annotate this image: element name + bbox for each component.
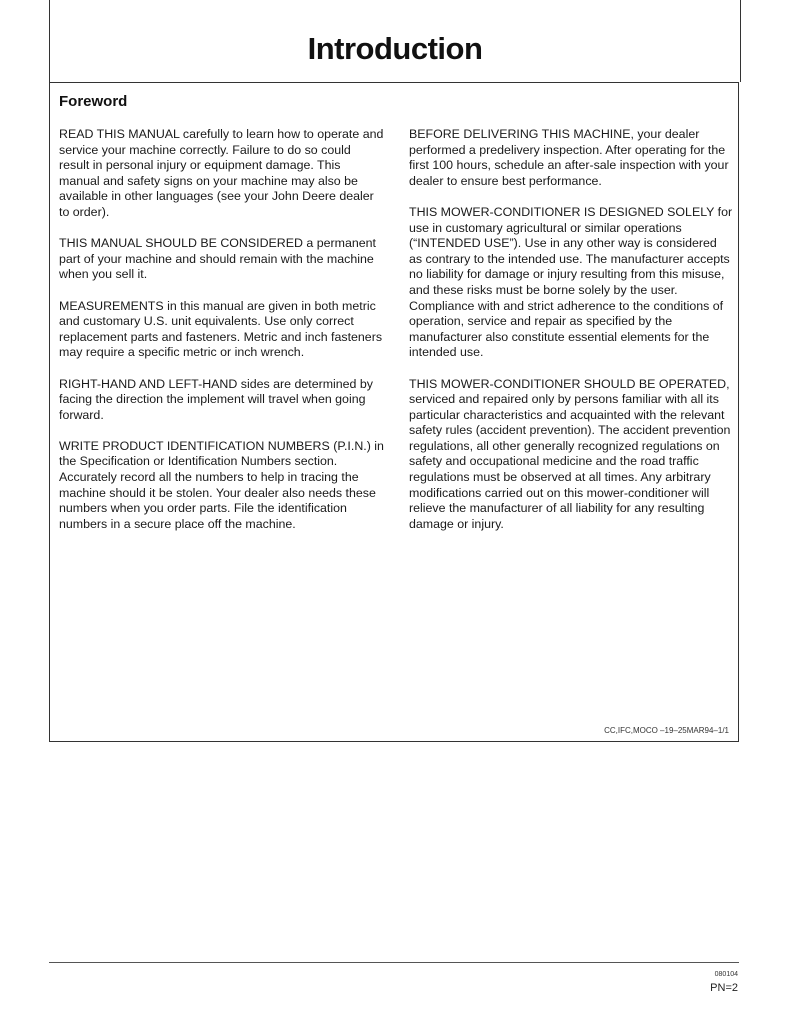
footer-code: 080104 — [714, 971, 738, 978]
paragraph-right-left-hand: RIGHT-HAND AND LEFT-HAND sides are determined by facing the direction the implement will travel when going forward. — [59, 376, 373, 422]
paragraph-manual-permanent: THIS MANUAL SHOULD BE CONSIDERED a permanent part of your machine and should remain with the machine when you sell it. — [59, 236, 376, 282]
right-column — [409, 127, 733, 548]
foreword-section — [49, 82, 739, 742]
paragraph-before-delivering: BEFORE DELIVERING THIS MACHINE, your dealer performed a predelivery inspection. After operating for the first 100 hours, schedule an after-sale inspection with your dealer to ensure best performance. — [409, 127, 729, 188]
section-heading: Foreword — [59, 93, 128, 110]
reference-code: CC,IFC,MOCO –19–25MAR94–1/1 — [604, 726, 729, 735]
page-number: PN=2 — [710, 982, 738, 994]
paragraph-read-manual: READ THIS MANUAL carefully to learn how to operate and service your machine correctly. Failure to do so could result in personal injury or equipment damage. This manual and safety signs on your machine may also be available in other languages (see your John Deere dealer to order). — [59, 127, 384, 219]
paragraph-pin-numbers: WRITE PRODUCT IDENTIFICATION NUMBERS (P.I.N.) in the Specification or Identification Numbers section. Accurately record all the numbers to help in tracing the machine should it be stolen. Your dealer also needs these numbers when you order parts. File the identification numbers in a secure place off the machine. — [59, 438, 384, 531]
title-frame — [49, 0, 741, 82]
page-title: Introduction — [307, 31, 483, 66]
footer-divider — [49, 962, 739, 963]
paragraph-measurements: MEASUREMENTS in this manual are given in both metric and customary U.S. unit equivalents. Use only correct replacement parts and fasteners. Metric and inch fasteners may require a specific metric or inch wrench. — [59, 298, 383, 360]
paragraph-intended-use: THIS MOWER-CONDITIONER IS DESIGNED SOLELY for use in customary agricultural or similar operations (“INTENDED USE”). Use in any other way is considered as contrary to the intended use. The manufacturer accepts no liability for damage or injury resulting from this misuse, and these risks must be borne solely by the user. Compliance with and strict adherence to the conditions of operation, service and repair as specified by the manufacturer also constitute essential elements for the intended use. — [409, 204, 733, 360]
paragraph-operated-by: THIS MOWER-CONDITIONER SHOULD BE OPERATED, serviced and repaired only by persons familiar with all its particular characteristics and acquainted with the relevant safety rules (accident prevention). The accident prevention regulations, all other generally recognized regulations on safety and occupational medicine and the road traffic regulations must be observed at all times. Any arbitrary modifications carried out on this mower-conditioner will relieve the manufacturer of all liability for any resulting damage or injury. — [409, 376, 731, 531]
left-column — [59, 127, 384, 548]
